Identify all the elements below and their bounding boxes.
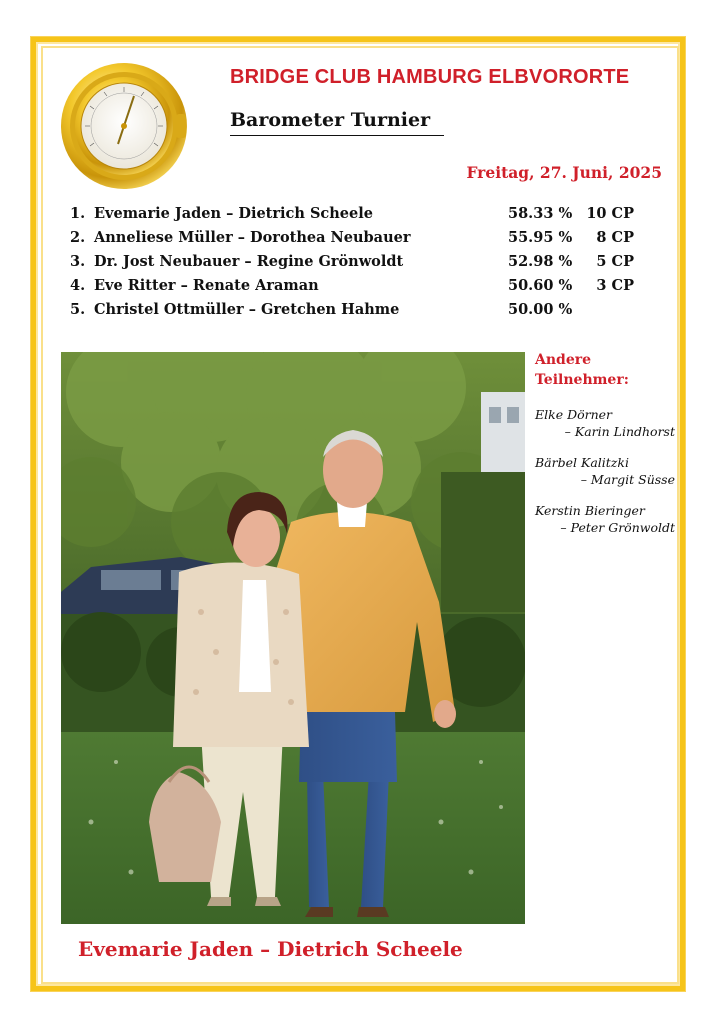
- result-row: [70, 229, 670, 253]
- result-row: [70, 253, 670, 277]
- result-row: [70, 277, 670, 301]
- participant-second: – Karin Lindhorst: [564, 424, 675, 439]
- result-row: [70, 301, 670, 325]
- event-date: Freitag, 27. Juni, 2025: [466, 163, 662, 182]
- result-percent: 50.00 %: [508, 301, 573, 318]
- result-rank: 5.: [70, 301, 86, 318]
- result-percent: 50.60 %: [508, 277, 573, 294]
- result-rank: 2.: [70, 229, 86, 246]
- result-rank: 4.: [70, 277, 86, 294]
- event-title: Barometer Turnier: [230, 109, 444, 136]
- result-percent: 58.33 %: [508, 205, 573, 222]
- result-cp: 5 CP: [596, 253, 634, 270]
- result-pair: Dr. Jost Neubauer – Regine Grönwoldt: [94, 253, 404, 270]
- result-pair: Evemarie Jaden – Dietrich Scheele: [94, 205, 373, 222]
- club-title: BRIDGE CLUB HAMBURG ELBVORORTE: [230, 66, 630, 88]
- result-rank: 3.: [70, 253, 86, 270]
- result-cp: 10 CP: [586, 205, 634, 222]
- result-rank: 1.: [70, 205, 86, 222]
- result-cp: 8 CP: [596, 229, 634, 246]
- other-participants-heading: Andere Teilnehmer:: [535, 352, 629, 388]
- participant-second: – Margit Süsse: [580, 472, 675, 487]
- result-pair: Christel Ottmüller – Gretchen Hahme: [94, 301, 400, 318]
- participant-pair: [535, 502, 695, 536]
- other-participants-panel: [535, 350, 695, 550]
- participant-first: Elke Dörner: [535, 407, 613, 422]
- result-pair: Anneliese Müller – Dorothea Neubauer: [94, 229, 411, 246]
- participant-pair: [535, 406, 695, 440]
- barometer-image: [58, 60, 190, 192]
- participant-first: Kerstin Bieringer: [535, 503, 645, 518]
- result-percent: 55.95 %: [508, 229, 573, 246]
- winners-photo: [61, 352, 525, 924]
- participant-second: – Peter Grönwoldt: [560, 520, 675, 535]
- result-row: [70, 205, 670, 229]
- result-cp: 3 CP: [596, 277, 634, 294]
- participant-pair: [535, 454, 695, 488]
- participant-first: Bärbel Kalitzki: [535, 455, 629, 470]
- photo-caption: Evemarie Jaden – Dietrich Scheele: [78, 937, 463, 961]
- results-list: [70, 205, 670, 325]
- participants-list: [535, 406, 695, 536]
- result-pair: Eve Ritter – Renate Araman: [94, 277, 319, 294]
- result-percent: 52.98 %: [508, 253, 573, 270]
